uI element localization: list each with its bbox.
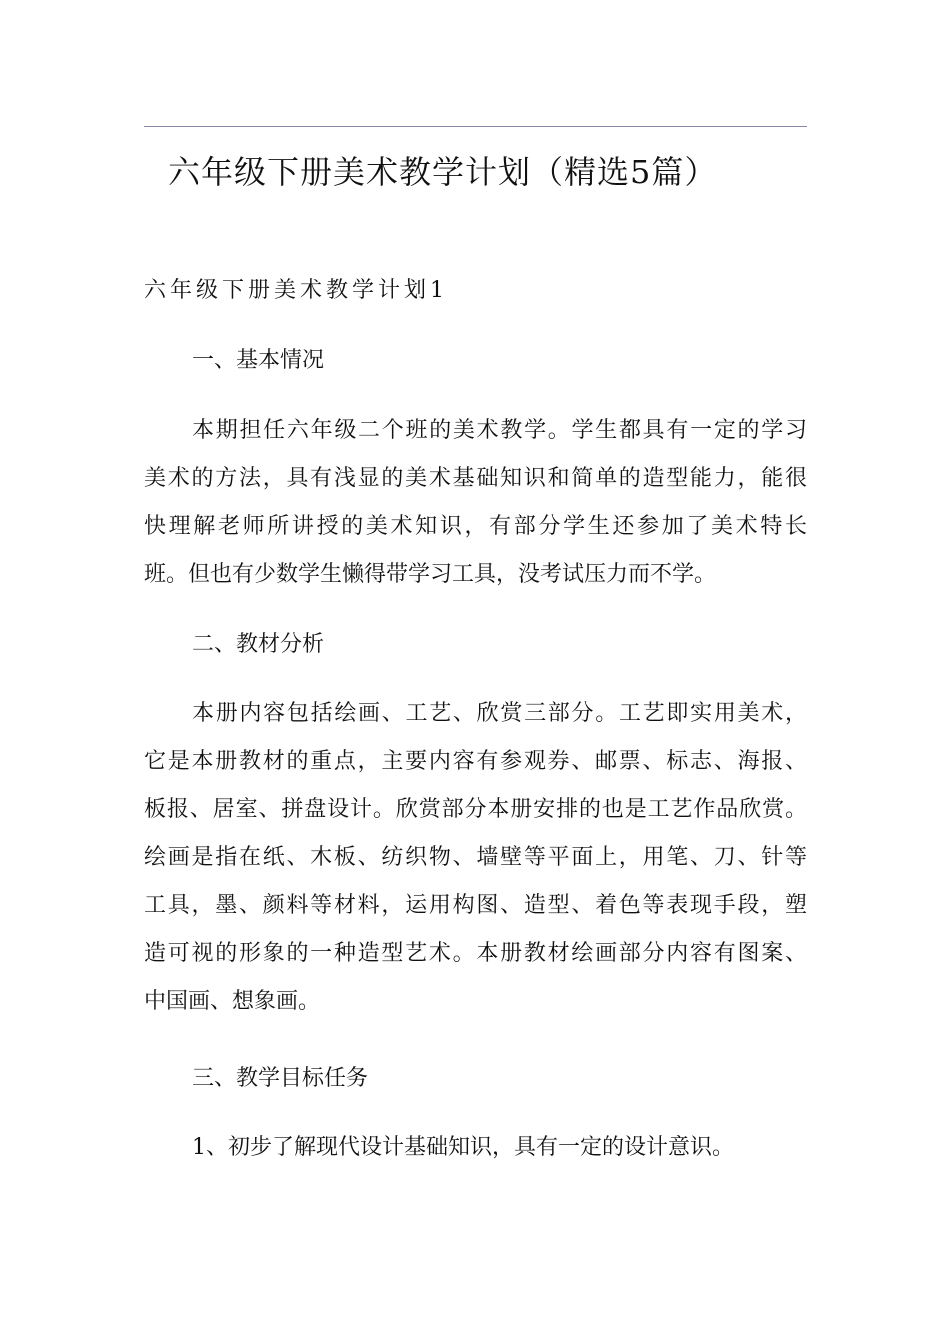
paragraph-line: 美术的方法，具有浅显的美术基础知识和简单的造型能力，能很 (144, 466, 807, 491)
paragraph-line: 造可视的形象的一种造型艺术。本册教材绘画部分内容有图案、 (144, 941, 807, 966)
paragraph-line: 中国画、想象画。 (144, 989, 321, 1014)
heading-basic-situation: 一、基本情况 (192, 348, 325, 373)
paragraph-basic-situation (144, 407, 807, 599)
paragraph-line: 工具，墨、颜料等材料，运用构图、造型、着色等表现手段，塑 (144, 893, 807, 918)
paragraph-line: 板报、居室、拼盘设计。欣赏部分本册安排的也是工艺作品欣赏。 (144, 797, 807, 822)
section-title: 六年级下册美术教学计划1 (144, 278, 448, 303)
paragraph-line: 它是本册教材的重点，主要内容有参观券、邮票、标志、海报、 (144, 749, 807, 774)
paragraph-line: 绘画是指在纸、木板、纺织物、墙壁等平面上，用笔、刀、针等 (144, 845, 807, 870)
document-title: 六年级下册美术教学计划（精选5篇） (168, 153, 718, 191)
paragraph-line: 本期担任六年级二个班的美术教学。学生都具有一定的学习 (192, 418, 807, 443)
paragraph-line: 快理解老师所讲授的美术知识，有部分学生还参加了美术特长 (144, 514, 807, 539)
heading-textbook-analysis: 二、教材分析 (192, 632, 325, 657)
paragraph-textbook-analysis (144, 690, 807, 1026)
header-rule (144, 126, 807, 127)
list-item: 1、初步了解现代设计基础知识，具有一定的设计意识。 (192, 1135, 734, 1160)
heading-teaching-goals: 三、教学目标任务 (192, 1066, 369, 1091)
paragraph-line: 班。但也有少数学生懒得带学习工具，没考试压力而不学。 (144, 562, 717, 587)
paragraph-line: 本册内容包括绘画、工艺、欣赏三部分。工艺即实用美术， (192, 701, 807, 726)
